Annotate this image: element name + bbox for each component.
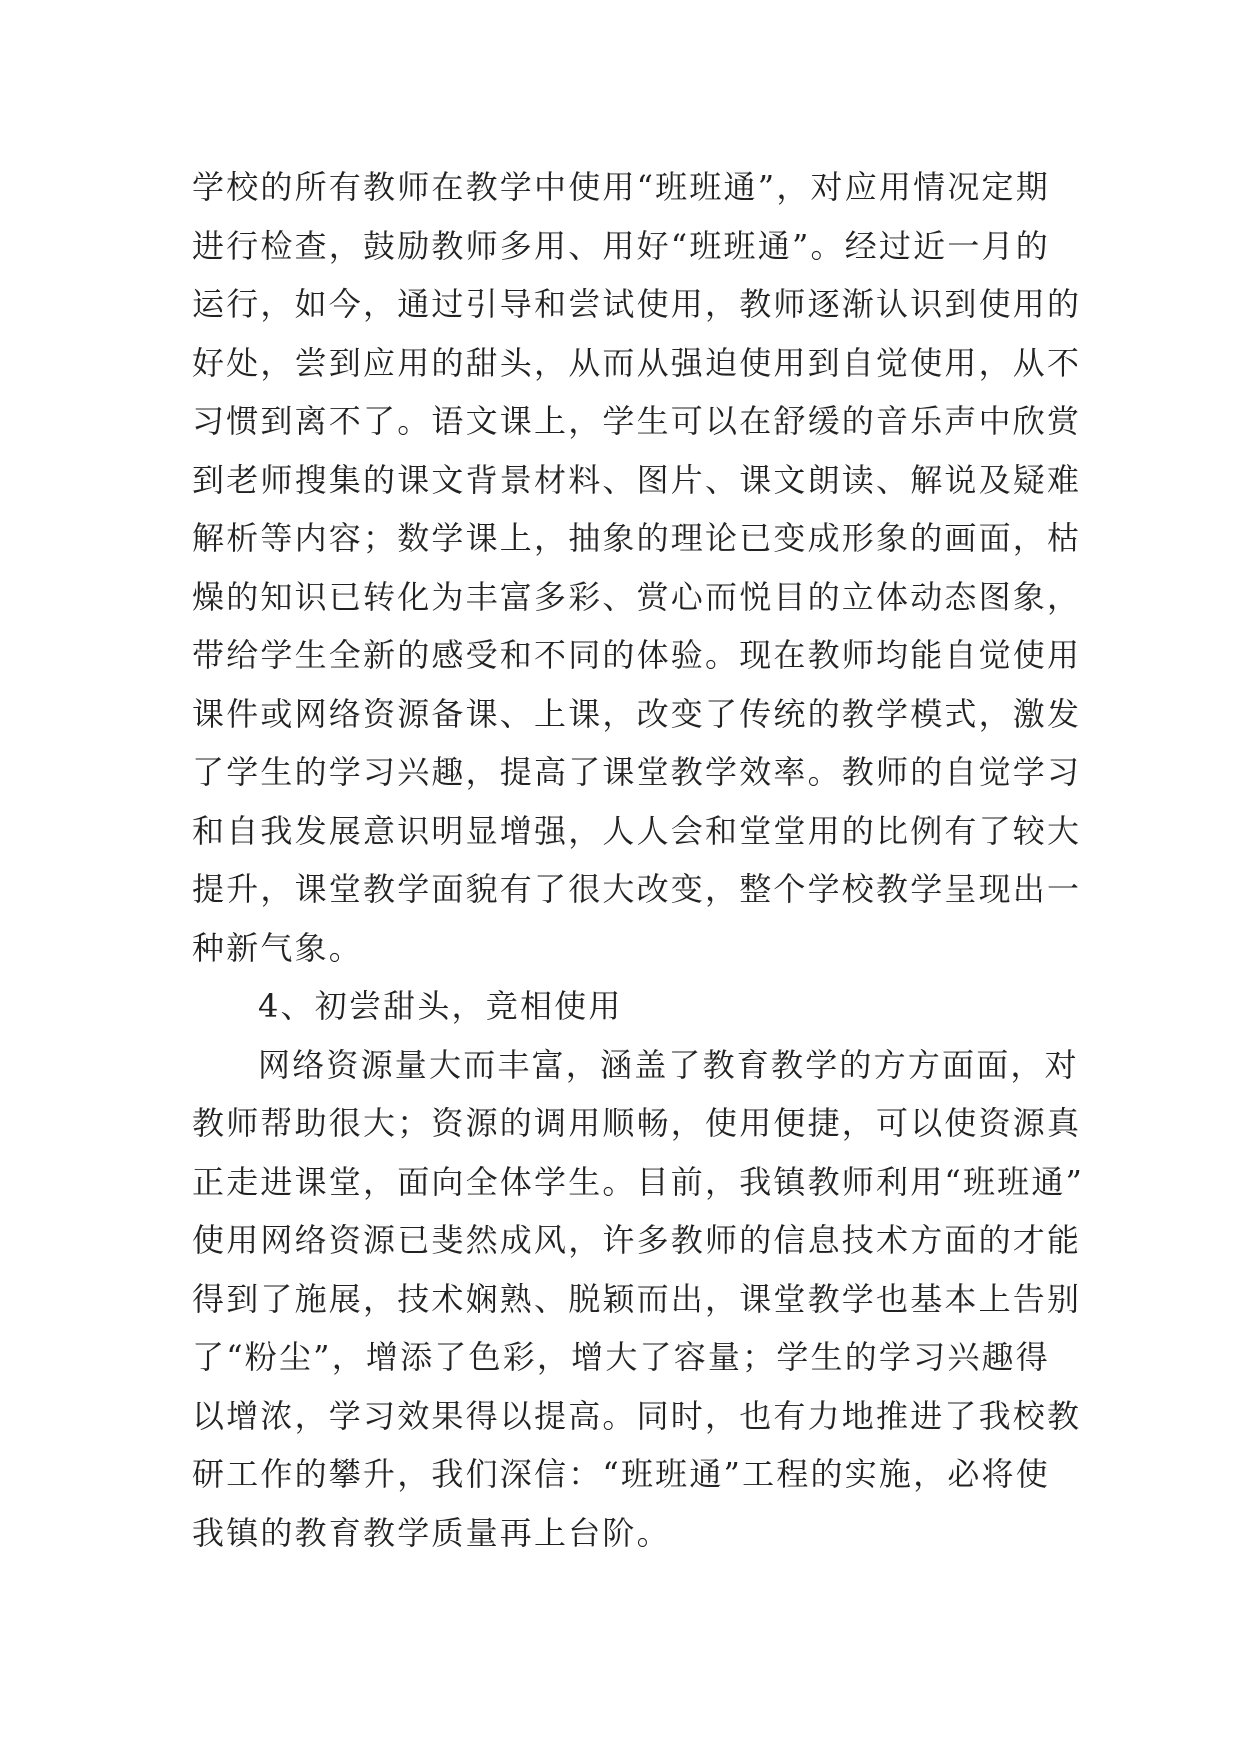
text-line: 使用网络资源已斐然成风，许多教师的信息技术方面的才能 (192, 1221, 1082, 1259)
text-line: 正走进课堂，面向全体学生。目前，我镇教师利用“班班通” (192, 1162, 1085, 1201)
text-line: 习惯到离不了。语文课上，学生可以在舒缓的音乐声中欣赏 (192, 402, 1082, 440)
text-line: 我镇的教育教学质量再上台阶。 (192, 1513, 671, 1552)
text-line: 进行检查，鼓励教师多用、用好“班班通”。经过近一月的 (192, 226, 1050, 265)
text-line: 带给学生全新的感受和不同的体验。现在教师均能自觉使用 (192, 636, 1082, 674)
text-line: 提升，课堂教学面貌有了很大改变，整个学校教学呈现出一 (192, 870, 1082, 908)
text-line: 好处，尝到应用的甜头，从而从强迫使用到自觉使用，从不 (192, 343, 1082, 382)
text-line: 了学生的学习兴趣，提高了课堂教学效率。教师的自觉学习 (192, 753, 1082, 791)
text-line: 种新气象。 (192, 928, 364, 967)
text-line: 以增浓，学习效果得以提高。同时，也有力地推进了我校教 (192, 1396, 1082, 1435)
section-heading: 4、初尝甜头，竞相使用 (258, 987, 623, 1025)
text-line: 课件或网络资源备课、上课，改变了传统的教学模式，激发 (192, 694, 1082, 733)
section-heading-4 (192, 977, 1064, 1036)
paragraph-2 (192, 1036, 1085, 1563)
document-body (192, 158, 1085, 1562)
text-line: 网络资源量大而丰富，涵盖了教育教学的方方面面，对 (258, 1045, 1079, 1084)
text-line: 学校的所有教师在教学中使用“班班通”，对应用情况定期 (192, 168, 1050, 206)
text-line: 运行，如今，通过引导和尝试使用，教师逐渐认识到使用的 (192, 285, 1082, 323)
text-line: 了“粉尘”，增添了色彩，增大了容量；学生的学习兴趣得 (192, 1338, 1050, 1376)
text-line: 得到了施展，技术娴熟、脱颖而出，课堂教学也基本上告别 (192, 1279, 1082, 1318)
text-line: 燥的知识已转化为丰富多彩、赏心而悦目的立体动态图象， (192, 577, 1082, 616)
paragraph-1 (192, 158, 1082, 977)
text-line: 教师帮助很大；资源的调用顺畅，使用便捷，可以使资源真 (192, 1104, 1082, 1142)
text-line: 到老师搜集的课文背景材料、图片、课文朗读、解说及疑难 (192, 460, 1082, 499)
text-line: 研工作的攀升，我们深信：“班班通”工程的实施，必将使 (192, 1455, 1050, 1493)
text-line: 解析等内容；数学课上，抽象的理论已变成形象的画面，枯 (192, 519, 1082, 557)
text-line: 和自我发展意识明显增强，人人会和堂堂用的比例有了较大 (192, 811, 1082, 850)
